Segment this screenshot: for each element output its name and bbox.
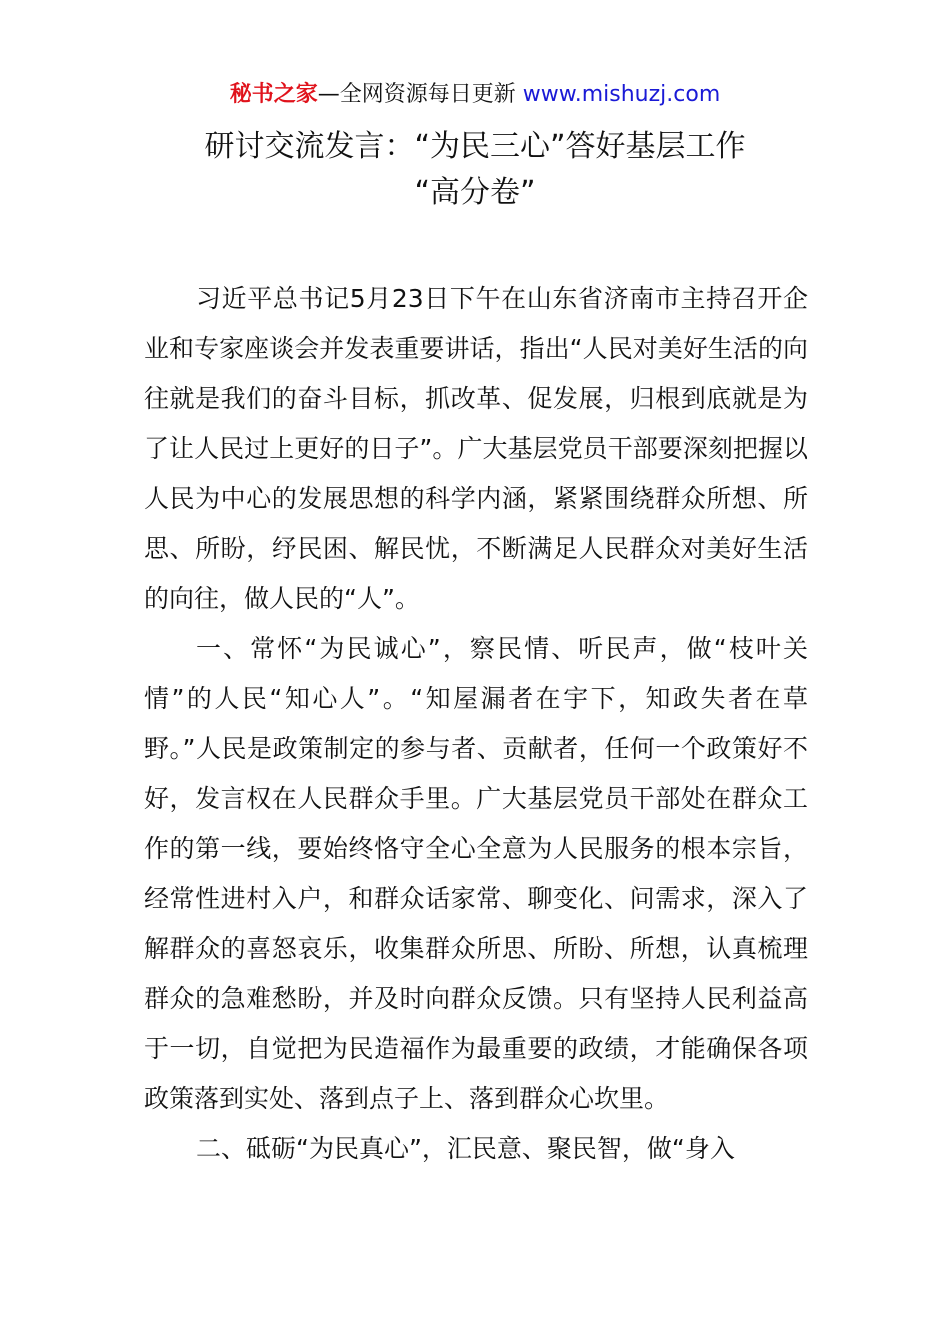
paragraph-intro: 习近平总书记5月23日下午在山东省济南市主持召开企业和专家座谈会并发表重要讲话，指出“人民对美好生活的向往就是我们的奋斗目标，抓改革、促发展，归根到底就是为了让人民过上更好的日子”。广大基层党员干部要深刻把握以人民为中心的发展思想的科学内涵，紧紧围绕群众所想、所思、所盼，纾民困、解民忧，不断满足人民群众对美好生活的向往，做人民的“人”。 (144, 284, 808, 613)
document-title (0, 124, 950, 216)
title-line-2: “高分卷” (414, 175, 536, 210)
document-body (144, 274, 808, 1174)
paragraph-section-2: 二、砥砺“为民真心”，汇民意、聚民智，做“身入 (196, 1134, 735, 1163)
site-header (0, 80, 950, 110)
site-url[interactable]: www.mishuzj.com (522, 82, 721, 107)
title-line-1: 研讨交流发言：“为民三心”答好基层工作 (204, 129, 746, 164)
paragraph-section-1: 一、常怀“为民诚心”，察民情、听民声，做“枝叶关情”的人民“知心人”。“知屋漏者在宇下，知政失者在草野。”人民是政策制定的参与者、贡献者，任何一个政策好不好，发言权在人民群众手里。广大基层党员干部处在群众工作的第一线，要始终恪守全心全意为人民服务的根本宗旨，经常性进村入户，和群众话家常、聊变化、问需求，深入了解群众的喜怒哀乐，收集群众所思、所盼、所想，认真梳理群众的急难愁盼，并及时向群众反馈。只有坚持人民利益高于一切，自觉把为民造福作为最重要的政绩，才能确保各项政策落到实处、落到点子上、落到群众心坎里。 (144, 634, 808, 1113)
header-tagline: —全网资源每日更新 (317, 82, 516, 107)
brand-name: 秘书之家 (229, 82, 318, 107)
